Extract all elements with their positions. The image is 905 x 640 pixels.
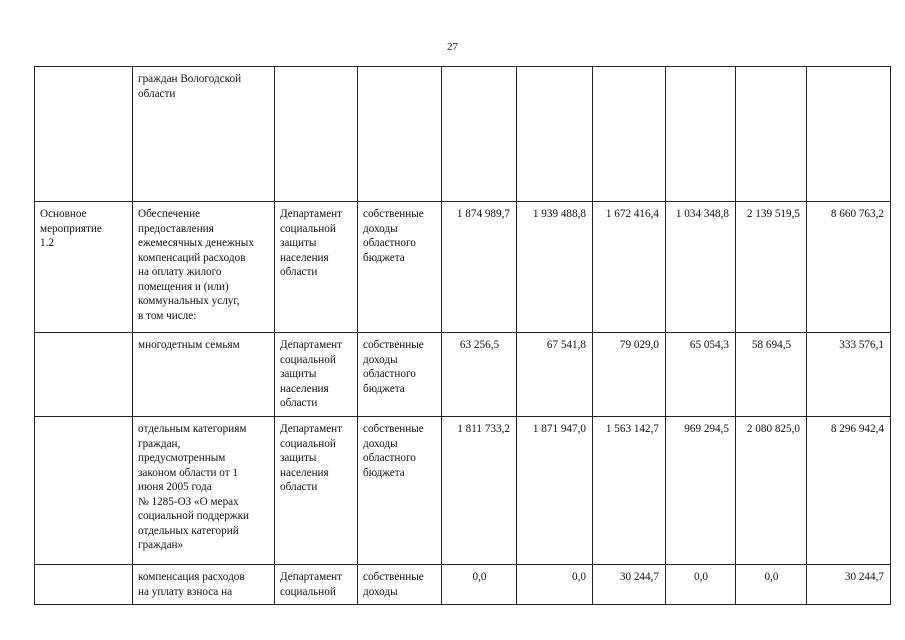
source-cell: собственные доходы: [358, 565, 442, 605]
source-cell: собственные доходы областного бюджета: [358, 202, 442, 333]
value-cell: 2 080 825,0: [736, 417, 807, 565]
source-cell: [358, 67, 442, 202]
measure-cell: [35, 417, 133, 565]
executor-cell: Департамент социальной защиты населения области: [275, 417, 358, 565]
value-cell: 0,0: [517, 565, 593, 605]
value-cell: 333 576,1: [807, 333, 891, 417]
description-cell: компенсация расходов на уплату взноса на: [133, 565, 275, 605]
executor-cell: [275, 67, 358, 202]
value-cell: [736, 67, 807, 202]
executor-cell: Департамент социальной защиты населения области: [275, 333, 358, 417]
value-cell: 1 034 348,8: [666, 202, 736, 333]
executor-cell: Департамент социальной защиты населения области: [275, 202, 358, 333]
table-row: [35, 202, 891, 333]
description-cell: Обеспечение предоставления ежемесячных денежных компенсаций расходов на оплату жилого помещения и (или) коммунальных услуг, в том числе:: [133, 202, 275, 333]
value-cell: 65 054,3: [666, 333, 736, 417]
value-cell: 2 139 519,5: [736, 202, 807, 333]
table-row: [35, 67, 891, 202]
source-cell: собственные доходы областного бюджета: [358, 417, 442, 565]
value-cell: 1 871 947,0: [517, 417, 593, 565]
value-cell: [517, 67, 593, 202]
value-cell: 30 244,7: [807, 565, 891, 605]
value-cell: 30 244,7: [593, 565, 666, 605]
value-cell: [807, 67, 891, 202]
value-cell: [442, 67, 517, 202]
description-cell: многодетным семьям: [133, 333, 275, 417]
value-cell: 63 256,5: [442, 333, 517, 417]
table-row: [35, 333, 891, 417]
value-cell: [593, 67, 666, 202]
value-cell: 1 672 416,4: [593, 202, 666, 333]
description-cell: граждан Вологодской области: [133, 67, 275, 202]
value-cell: 8 660 763,2: [807, 202, 891, 333]
measure-cell: [35, 67, 133, 202]
value-cell: 1 563 142,7: [593, 417, 666, 565]
value-cell: 58 694,5: [736, 333, 807, 417]
description-cell: отдельным категориям граждан, предусмотренным законом области от 1 июня 2005 года № 1285-ОЗ «О мерах социальной поддержки отдельных категорий граждан»: [133, 417, 275, 565]
page-number: 27: [447, 41, 458, 53]
value-cell: 1 811 733,2: [442, 417, 517, 565]
measure-cell: [35, 565, 133, 605]
measure-cell: [35, 333, 133, 417]
value-cell: 67 541,8: [517, 333, 593, 417]
table-row: [35, 417, 891, 565]
value-cell: 0,0: [442, 565, 517, 605]
value-cell: 1 874 989,7: [442, 202, 517, 333]
value-cell: 0,0: [666, 565, 736, 605]
table-row: [35, 565, 891, 605]
value-cell: 79 029,0: [593, 333, 666, 417]
value-cell: 969 294,5: [666, 417, 736, 565]
measure-cell: Основное мероприятие 1.2: [35, 202, 133, 333]
value-cell: 0,0: [736, 565, 807, 605]
value-cell: [666, 67, 736, 202]
executor-cell: Департамент социальной: [275, 565, 358, 605]
source-cell: собственные доходы областного бюджета: [358, 333, 442, 417]
value-cell: 1 939 488,8: [517, 202, 593, 333]
value-cell: 8 296 942,4: [807, 417, 891, 565]
budget-table: [34, 66, 891, 605]
